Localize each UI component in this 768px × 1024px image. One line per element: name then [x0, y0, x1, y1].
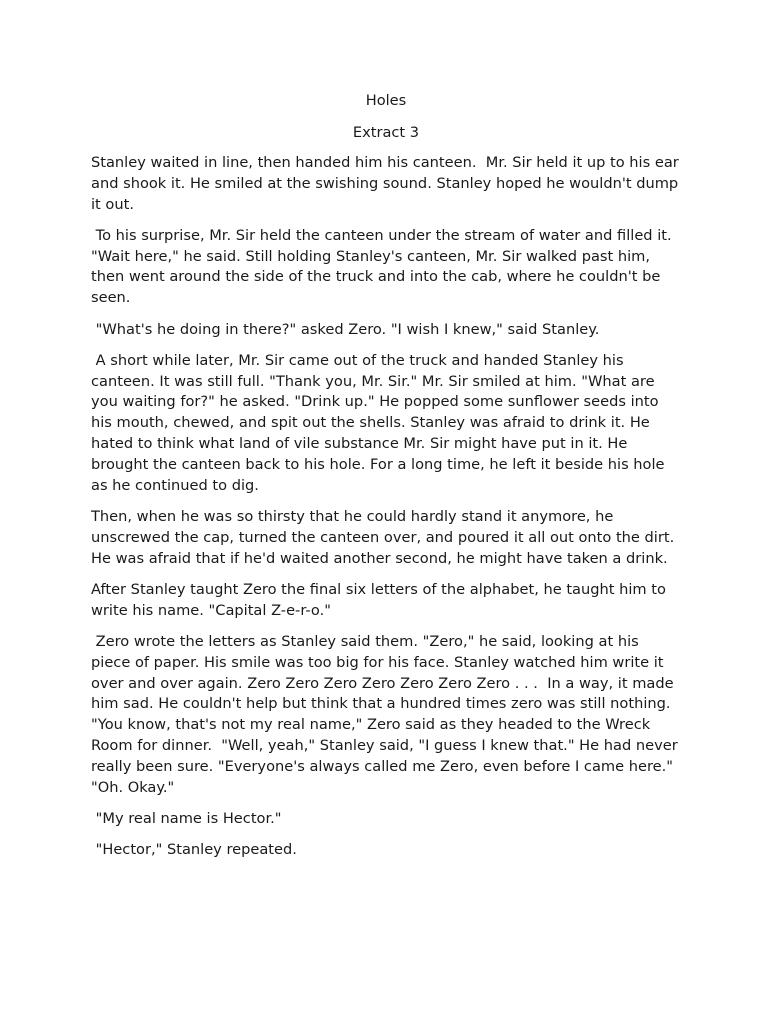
paragraph-6: After Stanley taught Zero the final six letters of the alphabet, he taught him to write his name. "Capital Z-e-r-o." [91, 580, 671, 619]
paragraph-5: Then, when he was so thirsty that he could hardly stand it anymore, he unscrewed the cap, turned the canteen over, and poured it all out onto the dirt. He was afraid that if he'd waited another second, he might have taken a drink. [91, 507, 679, 567]
paragraph-1: Stanley waited in line, then handed him his canteen. Mr. Sir held it up to his ear and shook it. He smiled at the swishing sound. Stanley hoped he wouldn't dump it out. [91, 154, 684, 213]
paragraph-7: Zero wrote the letters as Stanley said them. "Zero," he said, looking at his piece of paper. His smile was too big for his face. Stanley watched him write it over and over again. Zero Zero Zero Zero Zero Zero Zero . . . In a way, it made him sad. He couldn't help but think that a hundred times zero was still nothing. "You know, that's not my real name," Zero said as they headed to the Wreck Room for dinner. "Well, yeah," Stanley said, "I guess I knew that." He had never really been sure. "Everyone's always called me Zero, even before I came here." "Oh. Okay." [91, 632, 683, 796]
document-subtitle: Extract 3 [352, 124, 420, 141]
document-page [91, 91, 684, 871]
paragraph-4: A short while later, Mr. Sir came out of the truck and handed Stanley his canteen. It was still full. "Thank you, Mr. Sir." Mr. Sir smiled at him. "What are you waiting for?" he asked. "Drink up." He popped some sunflower seeds into his mouth, chewed, and spit out the shells. Stanley was afraid to drink it. He hated to think what land of vile substance Mr. Sir might have put in it. He brought the canteen back to his hole. For a long time, he left it beside his hole as he continued to dig. [91, 351, 670, 494]
paragraph-8: "My real name is Hector." [91, 809, 282, 827]
paragraph-2: To his surprise, Mr. Sir held the canteen under the stream of water and filled it. "Wait here," he said. Still holding Stanley's canteen, Mr. Sir walked past him, then went around the side of the truck and into the cab, where he couldn't be seen. [91, 226, 677, 307]
paragraph-3: "What's he doing in there?" asked Zero. "I wish I knew," said Stanley. [91, 320, 600, 338]
paragraph-9: "Hector," Stanley repeated. [91, 841, 297, 859]
document-title: Holes [365, 92, 407, 109]
